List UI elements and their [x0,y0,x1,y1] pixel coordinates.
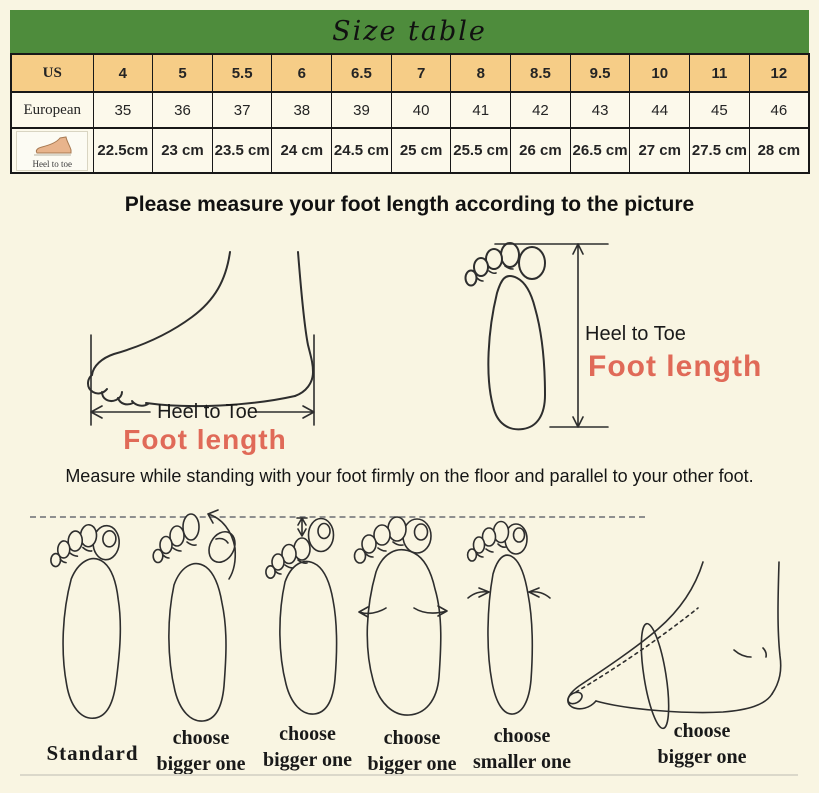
us-size-cell: 12 [749,54,809,92]
fit-label-line: bigger one [367,753,457,775]
bottom-divider [20,774,798,776]
heel-to-toe-photo [16,131,88,171]
eu-size-cell: 38 [272,92,332,128]
fit-label-line: bigger one [156,753,246,775]
length-cell: 27.5 cm [690,128,750,173]
foot-wide-icon [350,512,458,725]
eu-size-cell: 35 [93,92,153,128]
us-size-cell: 9.5 [570,54,630,92]
us-size-cell: 7 [391,54,451,92]
length-cell: 24.5 cm [332,128,392,173]
us-size-cell: 6.5 [332,54,392,92]
us-size-row [11,54,809,92]
eu-size-cell: 46 [749,92,809,128]
european-size-row [11,92,809,128]
eu-size-cell: 43 [570,92,630,128]
foot-narrow-icon [465,512,553,726]
length-cell: 25 cm [391,128,451,173]
sole-diagram-arrow-label: Heel to Toe [585,323,686,345]
eu-size-cell: 45 [690,92,750,128]
fit-label-line: choose [493,725,551,747]
foot-long-toe-icon [150,505,247,728]
length-cell: 23.5 cm [212,128,272,173]
us-size-cell: 5.5 [212,54,272,92]
us-size-cell: 10 [630,54,690,92]
length-cell: 24 cm [272,128,332,173]
eu-size-cell: 37 [212,92,272,128]
us-size-cell: 8.5 [511,54,571,92]
side-diagram-arrow-label: Heel to Toe [157,401,258,423]
eu-size-cell: 39 [332,92,392,128]
foot-girth-side-icon [558,558,795,735]
length-cell: 23 cm [153,128,213,173]
length-cell: 26.5 cm [570,128,630,173]
us-size-cell: 5 [153,54,213,92]
measure-heading: Please measure your foot length according to the picture [124,193,695,216]
small-foot-icon [30,135,74,159]
fit-label-bigger-3 [352,725,472,777]
length-cell: 25.5 cm [451,128,511,173]
eu-size-cell: 40 [391,92,451,128]
fit-label-line: smaller one [473,751,571,773]
us-size-cell: 8 [451,54,511,92]
page-title: Size table [332,16,487,47]
us-row-label: US [11,54,93,92]
fit-label-smaller [458,723,586,775]
fit-label-line: choose [279,723,336,745]
heel-to-toe-row-label [11,128,93,173]
measure-note: Measure while standing with your foot firmly on the floor and parallel to your other foot. [65,466,754,486]
length-cell: 22.5cm [93,128,153,173]
side-diagram-length-label: Foot length [123,424,287,455]
eu-size-cell: 41 [451,92,511,128]
length-cell: 28 cm [749,128,809,173]
fit-label-line: choose [673,720,731,742]
us-size-cell: 11 [690,54,750,92]
fit-label-line: bigger one [657,746,747,768]
fit-label-line: bigger one [262,749,353,771]
length-cell: 26 cm [511,128,571,173]
foot-standard-icon [45,518,137,725]
fit-label-line: choose [172,727,230,749]
european-row-label: European [11,92,93,128]
fit-label-bigger-4 [628,718,776,770]
fit-label-standard [25,740,160,766]
fit-label-bigger-1 [142,725,260,777]
length-cell: 27 cm [630,128,690,173]
eu-size-cell: 36 [153,92,213,128]
eu-size-cell: 42 [511,92,571,128]
sole-diagram-length-label: Foot length [588,350,763,383]
us-size-cell: 6 [272,54,332,92]
heel-to-toe-row [11,128,809,173]
fit-label-line: Standard [46,741,139,765]
fit-label-line: choose [383,727,441,749]
heel-to-toe-caption: Heel to toe [32,158,72,169]
us-size-cell: 4 [93,54,153,92]
foot-short-toe-icon [262,508,352,725]
eu-size-cell: 44 [630,92,690,128]
size-table-header [10,10,809,53]
fit-label-bigger-2 [250,721,365,773]
size-table [10,53,810,174]
